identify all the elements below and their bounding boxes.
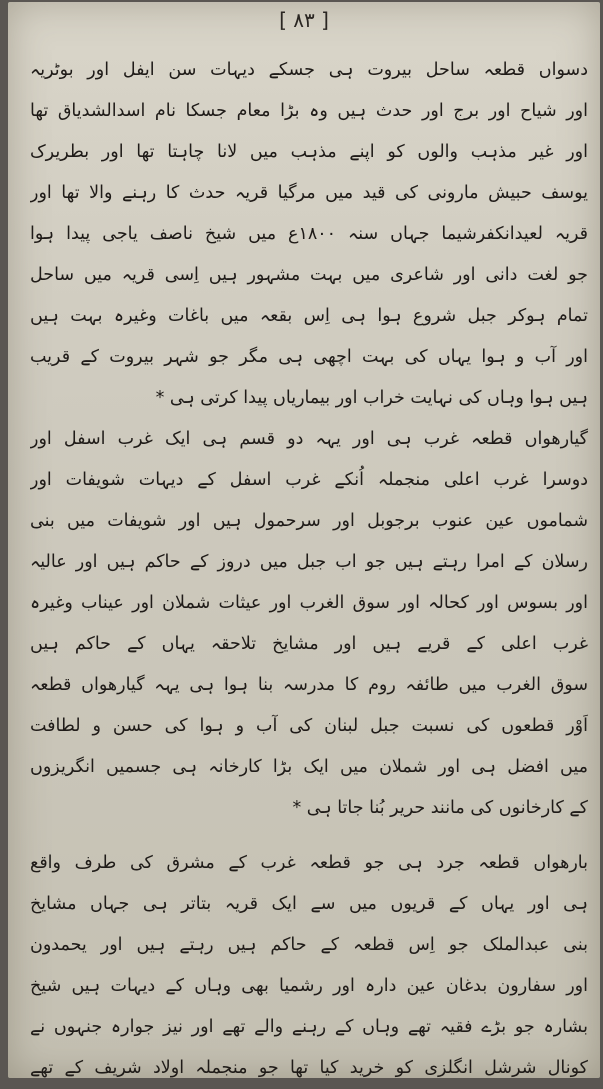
text-line: میں افضل ہی اور شملان میں ایک بڑا کارخانہ ہی جسمیں انگریزوں — [30, 757, 588, 777]
text-line: گیارھواں قطعہ غرب ہی اور یہہ دو قسم ہی ایک غرب اسفل اور — [30, 429, 588, 449]
text-line: دوسرا غرب اعلی منجملہ اُنکے غرب اسفل کے دیہات شویفات اور — [30, 470, 588, 490]
text-line: اور غیر مذہب والوں کو اپنے مذہب میں لانا چاہتا تھا اور بطریرک — [30, 142, 588, 162]
text-line: اور آب و ہوا یہاں کی بہت اچھی ہی مگر جو شہر بیروت کے قریب — [30, 347, 588, 367]
text-line: اور سفارون بدغان عین دارہ اور رشمیا بھی وہاں کے دیہات ہیں شیخ — [30, 976, 588, 996]
page-number: [ ۸۳ ] — [279, 8, 329, 32]
paragraph-jurd — [30, 843, 588, 1089]
text-line: بشارہ جو بڑے فقیہ تھے وہاں کے رہنے والے تھے اور نیز جوارہ جنہوں نے — [30, 1017, 588, 1037]
text-line: شماموں عین عنوب برجوبل اور سرحمول ہیں اور شویفات میں بنی — [30, 511, 588, 531]
text-line: دسواں قطعہ ساحل بیروت ہی جسکے دیہات سن ایفل اور بوٹریہ — [30, 60, 588, 80]
text-line: کونال شرشل انگلزی کو خرید کیا تھا جو منجملہ اولاد شریف کے تھے — [30, 1058, 588, 1078]
text-line: بنی عبدالملک جو اِس قطعہ کے حاکم ہیں رہتے ہیں اور یحمدون — [30, 935, 588, 955]
text-line: جو لغت دانی اور شاعری میں بہت مشہور ہیں اِسی قریہ میں ساحل — [30, 265, 588, 285]
text-line: تمام ہوکر جبل شروع ہوا ہی اِس بقعہ میں باغات وغیرہ بہت ہیں — [30, 306, 588, 326]
text-line: ہیں ہوا وہاں کی نہایت خراب اور بیماریاں پیدا کرتی ہی * — [155, 388, 588, 408]
text-line: غرب اعلی کے قریے ہیں اور مشایخ تلاحقہ یہاں کے حاکم ہیں — [30, 634, 588, 654]
text-line: اَوْر قطعوں کی نسبت جبل لبنان کی آب و ہوا کی حسن و لطافت — [30, 716, 588, 736]
text-line: اور شیاح اور برج اور حدث ہیں وہ بڑا معام جسکا نام اسدالشدیاق تھا — [30, 101, 588, 121]
body-text — [30, 50, 588, 1089]
paragraph-gap — [30, 829, 588, 843]
text-line: قریہ لعیدانکفرشیما جہاں سنہ ۱۸۰۰ع میں شیخ ناصف یاجی پیدا ہوا — [30, 224, 588, 244]
paragraph-gharb — [30, 419, 588, 829]
text-line: یوسف حبیش مارونی کی قید میں مرگیا قریہ حدث کا رہنے والا تھا اور — [30, 183, 588, 203]
text-line: بارھواں قطعہ جرد ہی جو قطعہ غرب کے مشرق کی طرف واقع — [30, 853, 588, 873]
text-line: ہی اور یہاں کے قریوں میں سے ایک قریہ بتاتر ہی جہاں مشایخ — [30, 894, 588, 914]
text-line: رسلان کے امرا رہتے ہیں جو اب جبل میں دروز کے حاکم ہیں اور عالیہ — [30, 552, 588, 572]
paragraph-coastal-beirut — [30, 50, 588, 419]
book-page — [8, 2, 600, 1078]
text-line: کے کارخانوں کی مانند حریر بُنا جاتا ہی * — [292, 798, 588, 818]
text-line: اور بسوس اور کحالہ اور سوق الغرب اور عیثات شملان اور عیناب وغیرہ — [30, 593, 588, 613]
text-line: سوق الغرب میں طائفہ روم کا مدرسہ بنا ہوا ہی یہہ گیارھواں قطعہ — [30, 675, 588, 695]
